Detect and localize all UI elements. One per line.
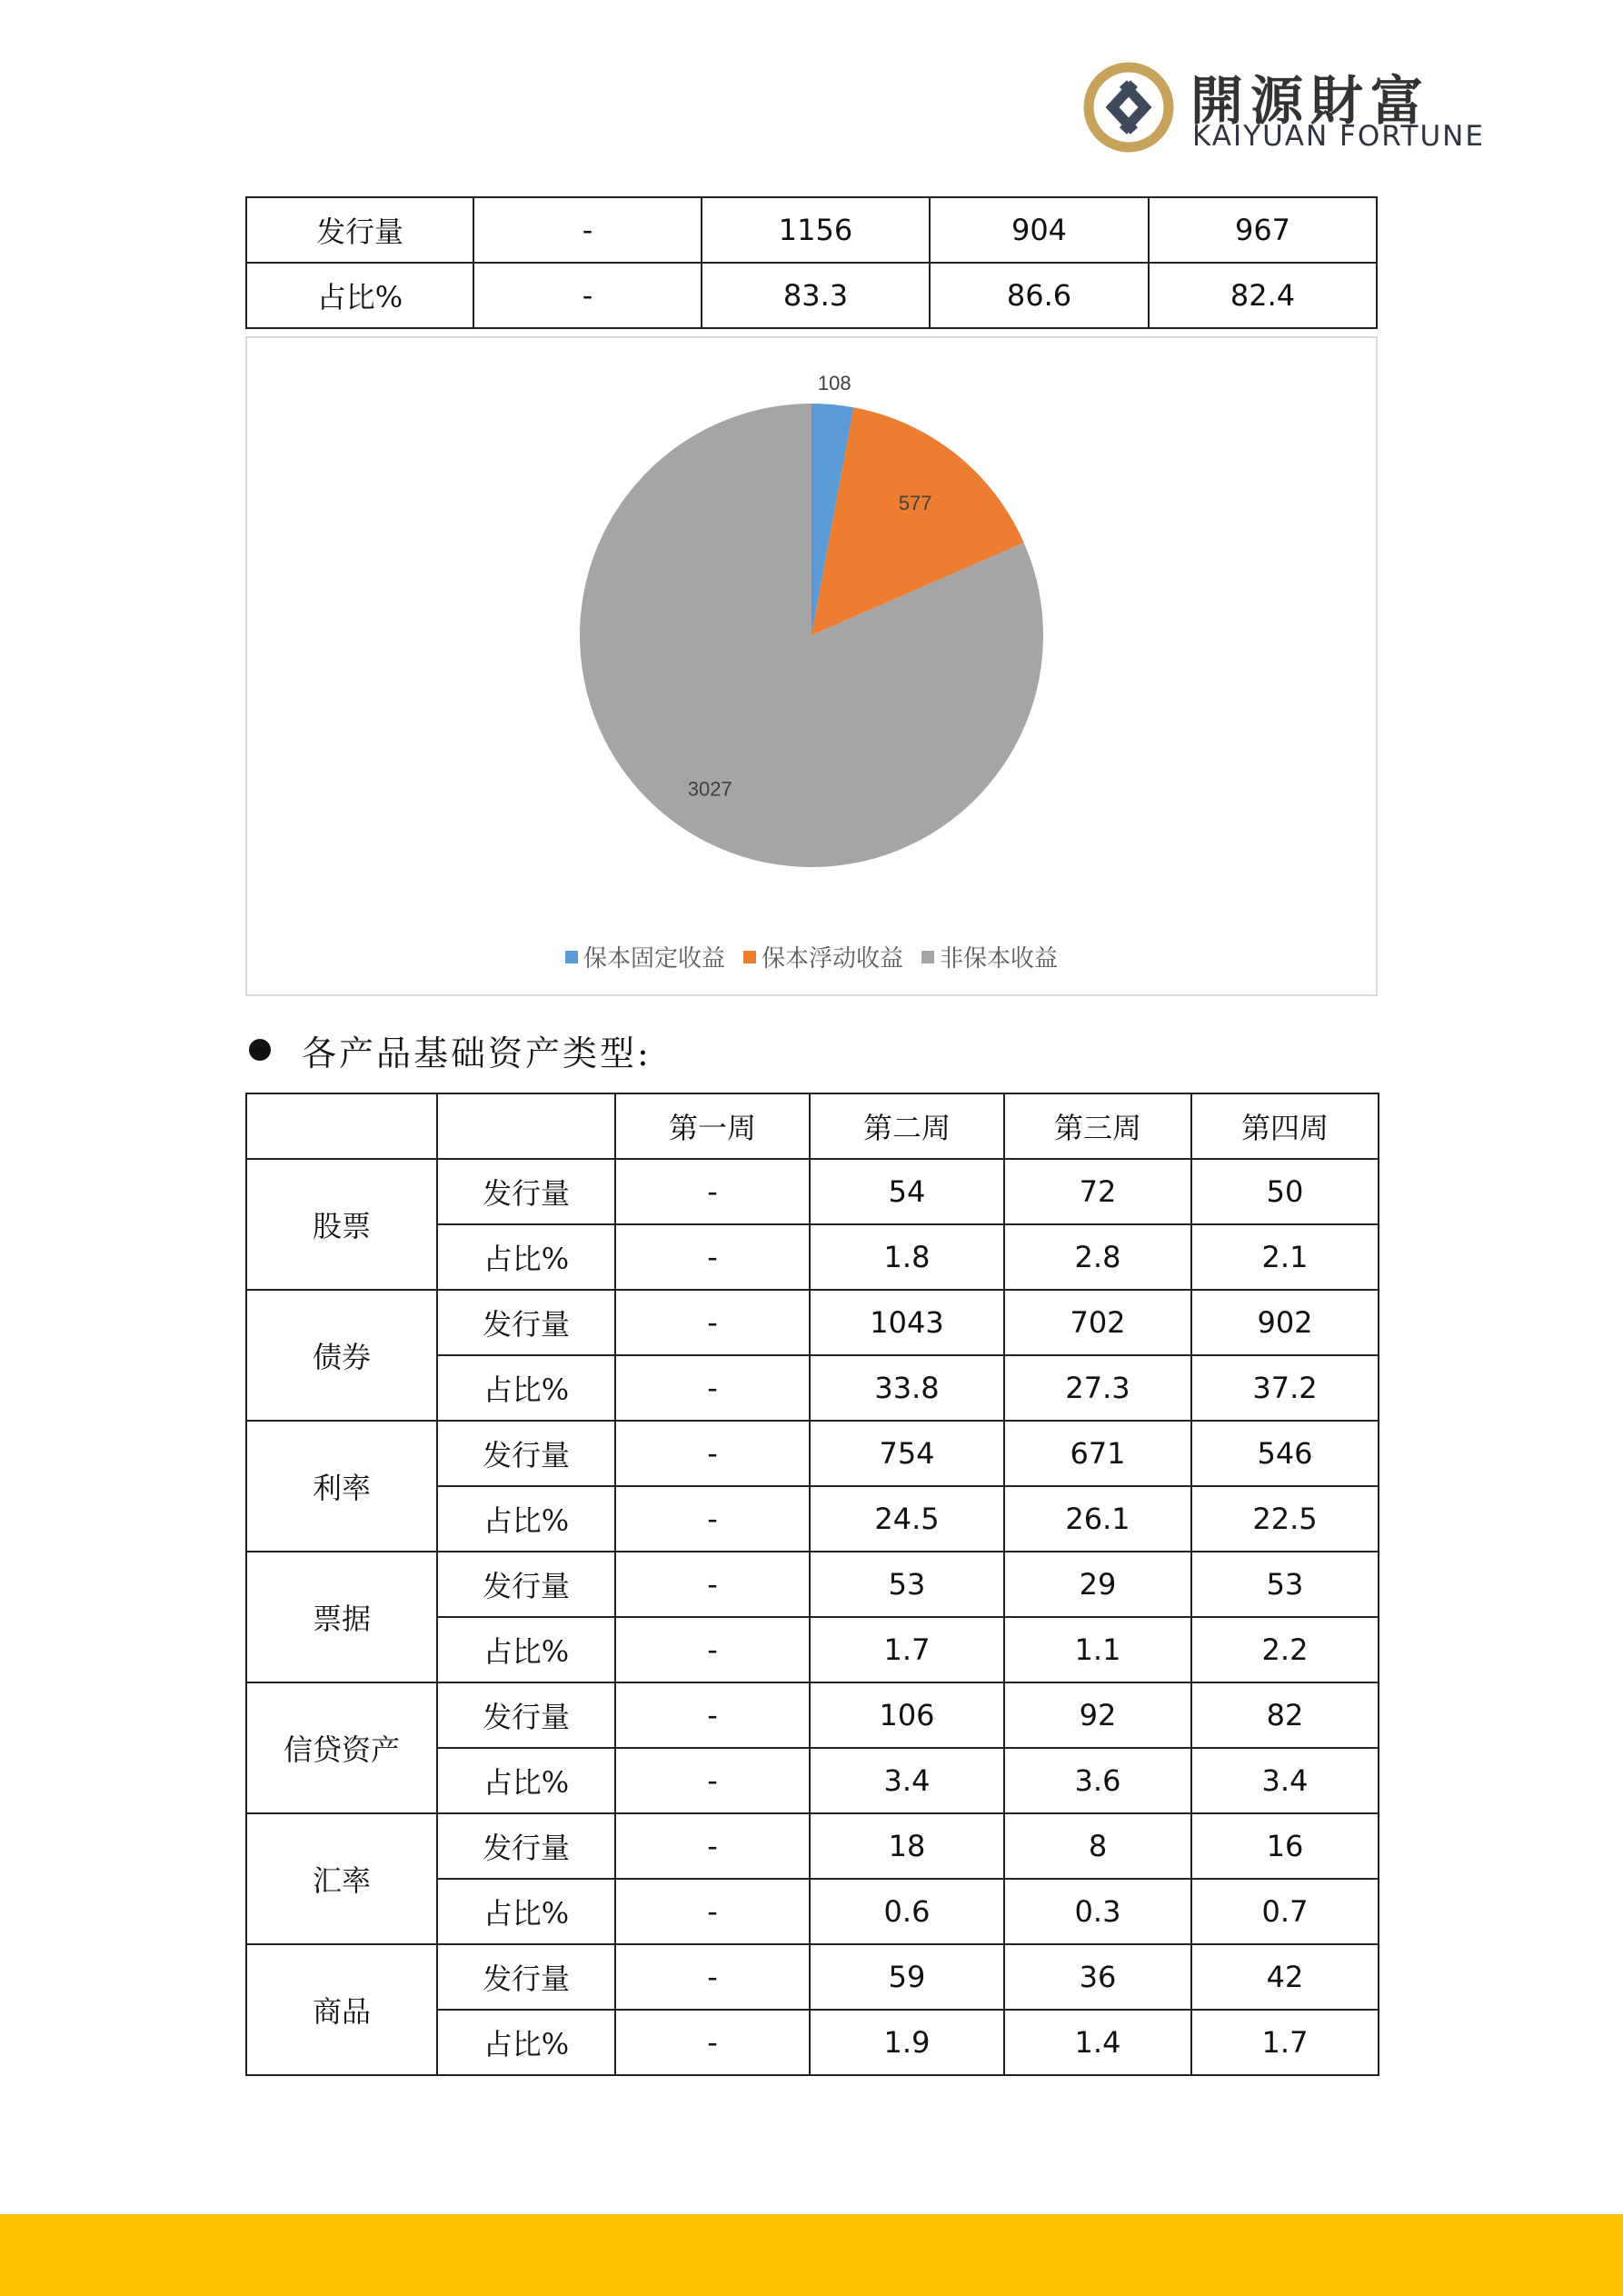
column-header: 第二周	[810, 1093, 1004, 1159]
table-cell: -	[615, 2010, 810, 2075]
table-cell: 1.7	[810, 1617, 1004, 1682]
row-label: 发行量	[437, 1421, 615, 1486]
pie-data-label: 577	[898, 492, 932, 515]
row-label: 发行量	[437, 1552, 615, 1617]
asset-category: 利率	[246, 1421, 437, 1552]
bullet-icon	[249, 1039, 271, 1061]
legend-label: 保本浮动收益	[761, 945, 903, 973]
table-cell: -	[615, 1224, 810, 1290]
table-cell: 22.5	[1191, 1486, 1379, 1552]
table-cell: 106	[810, 1682, 1004, 1748]
table-cell: 29	[1004, 1552, 1191, 1617]
table-row	[246, 1421, 1379, 1486]
table-cell: 1156	[702, 197, 930, 263]
table-cell: -	[473, 197, 702, 263]
asset-category: 股票	[246, 1159, 437, 1290]
table-header-row	[246, 1093, 1379, 1159]
table-cell: -	[615, 1290, 810, 1355]
column-header	[246, 1093, 437, 1159]
asset-category: 商品	[246, 1944, 437, 2075]
table-cell: -	[615, 1813, 810, 1879]
table-cell: 26.1	[1004, 1486, 1191, 1552]
table-cell: 8	[1004, 1813, 1191, 1879]
row-label: 占比%	[437, 1617, 615, 1682]
table-cell: 3.4	[1191, 1748, 1379, 1813]
chart-legend	[247, 940, 1376, 973]
row-label: 占比%	[437, 1355, 615, 1421]
table-cell: 904	[930, 197, 1149, 263]
table-cell: -	[615, 1944, 810, 2010]
row-label: 占比%	[437, 1486, 615, 1552]
row-label: 发行量	[437, 1813, 615, 1879]
row-label: 发行量	[437, 1682, 615, 1748]
table-cell: 0.7	[1191, 1879, 1379, 1944]
row-label: 占比%	[246, 263, 473, 328]
table-cell: 92	[1004, 1682, 1191, 1748]
asset-category: 汇率	[246, 1813, 437, 1944]
table-cell: 2.8	[1004, 1224, 1191, 1290]
table-cell: 2.1	[1191, 1224, 1379, 1290]
table-cell: -	[615, 1879, 810, 1944]
table-cell: 671	[1004, 1421, 1191, 1486]
table-cell: 1.4	[1004, 2010, 1191, 2075]
section-heading	[249, 1027, 652, 1073]
row-label: 占比%	[437, 1748, 615, 1813]
table-row	[246, 1944, 1379, 2010]
kaiyuan-fortune-logo	[1081, 56, 1499, 156]
row-label: 发行量	[437, 1290, 615, 1355]
logo-mark-icon	[1081, 60, 1176, 155]
table-cell: -	[615, 1159, 810, 1224]
table-cell: 86.6	[930, 263, 1149, 328]
logo-english-name: KAIYUAN FORTUNE	[1192, 120, 1485, 153]
issuance-summary-table	[245, 196, 1378, 329]
row-label: 占比%	[437, 1224, 615, 1290]
table-cell: 83.3	[702, 263, 930, 328]
legend-swatch-icon	[565, 951, 578, 963]
table-cell: 27.3	[1004, 1355, 1191, 1421]
table-cell: 16	[1191, 1813, 1379, 1879]
table-cell: 2.2	[1191, 1617, 1379, 1682]
table-row	[246, 1813, 1379, 1879]
pie-data-label: 108	[817, 371, 851, 394]
table-cell: 36	[1004, 1944, 1191, 2010]
table-cell: -	[615, 1552, 810, 1617]
logo-chinese-name: 開源財富	[1190, 70, 1431, 132]
pie-chart-canvas	[247, 338, 1376, 994]
column-header: 第一周	[615, 1093, 810, 1159]
row-label: 发行量	[437, 1944, 615, 2010]
legend-swatch-icon	[921, 951, 934, 963]
table-cell: -	[615, 1421, 810, 1486]
table-cell: 18	[810, 1813, 1004, 1879]
table-cell: -	[615, 1355, 810, 1421]
column-header: 第三周	[1004, 1093, 1191, 1159]
table-row	[246, 1682, 1379, 1748]
row-label: 占比%	[437, 2010, 615, 2075]
asset-category: 票据	[246, 1552, 437, 1682]
asset-category: 债券	[246, 1290, 437, 1421]
row-label: 发行量	[437, 1159, 615, 1224]
table-cell: 1.7	[1191, 2010, 1379, 2075]
table-row	[246, 1159, 1379, 1224]
legend-label: 保本固定收益	[582, 945, 725, 973]
table-cell: 42	[1191, 1944, 1379, 2010]
table-cell: 1.1	[1004, 1617, 1191, 1682]
asset-category: 信贷资产	[246, 1682, 437, 1813]
table-cell: 902	[1191, 1290, 1379, 1355]
table-cell: 754	[810, 1421, 1004, 1486]
legend-item	[921, 940, 1058, 973]
table-cell: 37.2	[1191, 1355, 1379, 1421]
table-cell: 54	[810, 1159, 1004, 1224]
section-title: 各产品基础资产类型:	[302, 1033, 652, 1073]
income-type-pie-chart	[245, 336, 1378, 996]
table-cell: 546	[1191, 1421, 1379, 1486]
table-cell: -	[615, 1617, 810, 1682]
table-cell: 3.4	[810, 1748, 1004, 1813]
legend-item	[743, 940, 903, 973]
table-cell: -	[615, 1486, 810, 1552]
table-cell: -	[473, 263, 702, 328]
table-cell: 53	[810, 1552, 1004, 1617]
row-label: 占比%	[437, 1879, 615, 1944]
underlying-assets-table	[245, 1093, 1379, 2076]
table-row	[246, 263, 1377, 328]
row-label: 发行量	[246, 197, 473, 263]
table-cell: -	[615, 1748, 810, 1813]
table-cell: 82.4	[1149, 263, 1377, 328]
table-cell: 82	[1191, 1682, 1379, 1748]
column-header	[437, 1093, 615, 1159]
table-cell: 3.6	[1004, 1748, 1191, 1813]
footer-bar	[0, 2214, 1623, 2296]
legend-swatch-icon	[743, 951, 756, 963]
table-cell: 1.8	[810, 1224, 1004, 1290]
table-cell: 53	[1191, 1552, 1379, 1617]
legend-item	[565, 940, 725, 973]
table-cell: 24.5	[810, 1486, 1004, 1552]
table-cell: 0.6	[810, 1879, 1004, 1944]
table-cell: 702	[1004, 1290, 1191, 1355]
table-cell: -	[615, 1682, 810, 1748]
legend-label: 非保本收益	[940, 945, 1059, 973]
table-cell: 59	[810, 1944, 1004, 2010]
column-header: 第四周	[1191, 1093, 1379, 1159]
table-cell: 967	[1149, 197, 1377, 263]
table-row	[246, 197, 1377, 263]
table-cell: 50	[1191, 1159, 1379, 1224]
table-cell: 0.3	[1004, 1879, 1191, 1944]
table-row	[246, 1290, 1379, 1355]
table-cell: 1.9	[810, 2010, 1004, 2075]
table-cell: 72	[1004, 1159, 1191, 1224]
pie-data-label: 3027	[687, 777, 732, 801]
table-row	[246, 1552, 1379, 1617]
table-cell: 33.8	[810, 1355, 1004, 1421]
table-cell: 1043	[810, 1290, 1004, 1355]
